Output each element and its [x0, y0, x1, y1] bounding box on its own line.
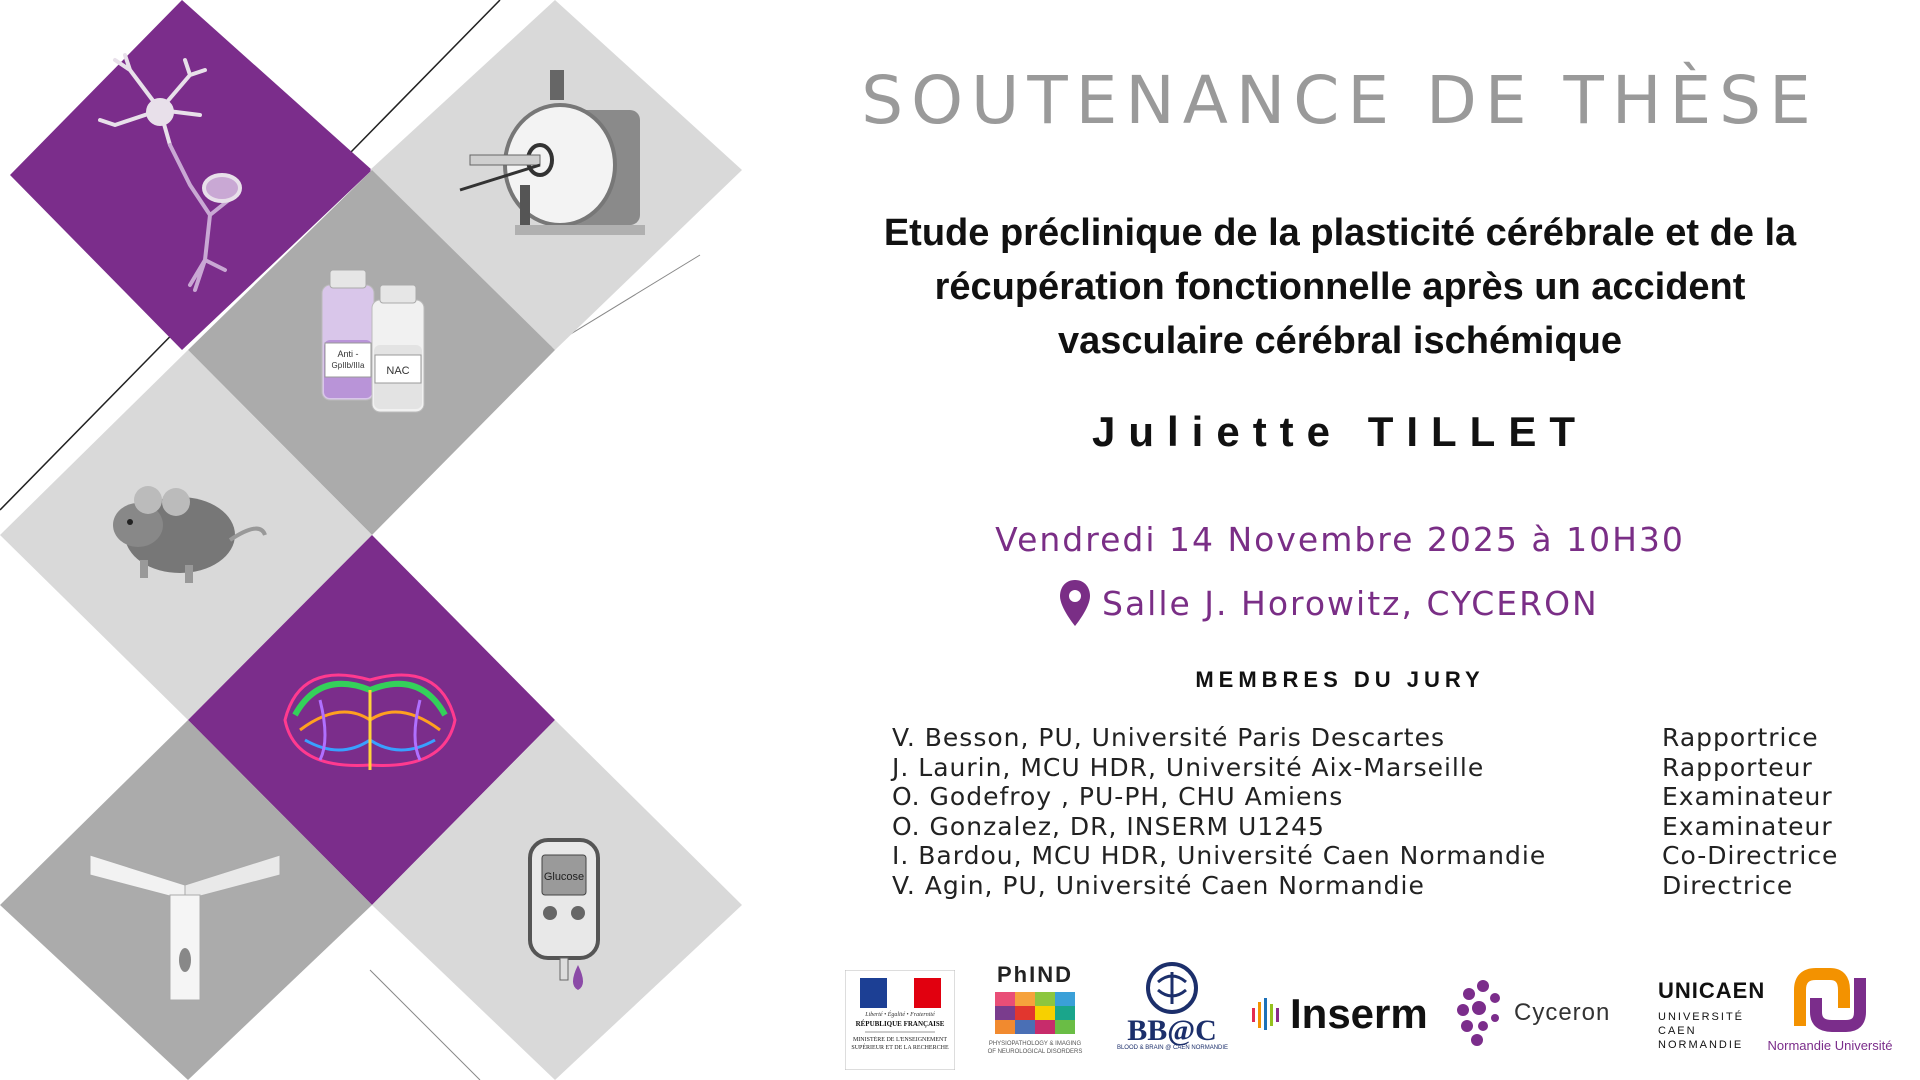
page-title: SOUTENANCE DE THÈSE [861, 62, 1819, 139]
vials-icon [322, 270, 424, 412]
cyceron-dots-icon [1455, 978, 1510, 1048]
defense-date: Vendredi 14 Novembre 2025 à 10H30 [995, 520, 1685, 559]
svg-text:RÉPUBLIQUE FRANÇAISE: RÉPUBLIQUE FRANÇAISE [855, 1020, 945, 1028]
cyceron-logo [1455, 978, 1610, 1048]
cyceron-name: Cyceron [1514, 999, 1611, 1026]
svg-text:BB@C: BB@C [1127, 1014, 1217, 1047]
jury-member-role: Examinateur [1662, 811, 1833, 841]
ministere-name: MINISTÈRE DE L'ENSEIGNEMENT SUPÉRIEUR ET DE LA RECHERCHE [851, 1037, 949, 1051]
phind-logo [980, 960, 1090, 1070]
ministere-logo [845, 970, 955, 1070]
inserm-name: Inserm [1290, 990, 1428, 1037]
jury-member-name: O. Gonzalez, DR, INSERM U1245 [892, 811, 1325, 841]
jury-member-name: V. Agin, PU, Université Caen Normandie [892, 870, 1425, 900]
svg-text:GpIIb/IIIa: GpIIb/IIIa [331, 361, 365, 370]
jury-member-name: V. Besson, PU, Université Paris Descartes [892, 723, 1445, 752]
jury-member-name: I. Bardou, MCU HDR, Université Caen Normandie [892, 841, 1547, 870]
svg-text:Anti -: Anti - [337, 349, 359, 359]
jury-member-role: Directrice [1662, 870, 1794, 900]
unicaen-name: UNICAEN [1658, 978, 1766, 1003]
illustration-panel [0, 0, 760, 1080]
phind-tagline: PHYSIOPATHOLOGY & IMAGING OF NEUROLOGICAL DISORDERS [987, 1041, 1083, 1055]
normandie-name: Normandie Université [1767, 1038, 1893, 1053]
jury-member-name: J. Laurin, MCU HDR, Université Aix-Marseille [892, 752, 1485, 782]
thesis-subject-line-2: récupération fonctionnelle après un accident [934, 266, 1746, 308]
bbac-logo [1115, 960, 1230, 1070]
jury-member-role: Rapportrice [1662, 723, 1819, 752]
jury-member-role: Rapporteur [1662, 752, 1813, 782]
author-name: Juliette TILLET [1091, 408, 1588, 455]
normandie-shape-icon [1790, 968, 1870, 1032]
thesis-subject-line-1: Etude préclinique de la plasticité cérébrale et de la [883, 212, 1797, 254]
jury-member-role: Examinateur [1662, 782, 1833, 811]
inserm-bars-icon [1250, 994, 1284, 1034]
unicaen-line-1: UNIVERSITÉ [1658, 1011, 1745, 1023]
svg-text:Glucose: Glucose [543, 871, 585, 883]
jury-member-role: Co-Directrice [1662, 841, 1839, 870]
inserm-logo [1250, 990, 1428, 1038]
bbac-tagline: BLOOD & BRAIN @ CAEN NORMANDIE [1116, 1045, 1229, 1051]
normandie-universite-logo [1760, 968, 1900, 1053]
unicaen-logo [1658, 978, 1766, 1052]
thesis-subject-line-3: vasculaire cérébral ischémique [1058, 320, 1622, 362]
jury-title: MEMBRES DU JURY [1195, 667, 1485, 692]
defense-location [1058, 576, 1599, 630]
partner-logos [840, 960, 1900, 1070]
unicaen-line-2: CAEN [1658, 1025, 1697, 1037]
svg-text:PhIND: PhIND [997, 962, 1073, 987]
unicaen-line-3: NORMANDIE [1658, 1039, 1744, 1051]
svg-text:Liberté • Égalité • Fraternité: Liberté • Égalité • Fraternité [865, 1012, 935, 1018]
thesis-subject [860, 206, 1820, 368]
jury-member-name: O. Godefroy , PU-PH, CHU Amiens [892, 782, 1344, 811]
location-pin-icon [1058, 578, 1092, 628]
svg-text:NAC: NAC [386, 365, 410, 377]
location-text: Salle J. Horowitz, CYCERON [1102, 583, 1599, 623]
